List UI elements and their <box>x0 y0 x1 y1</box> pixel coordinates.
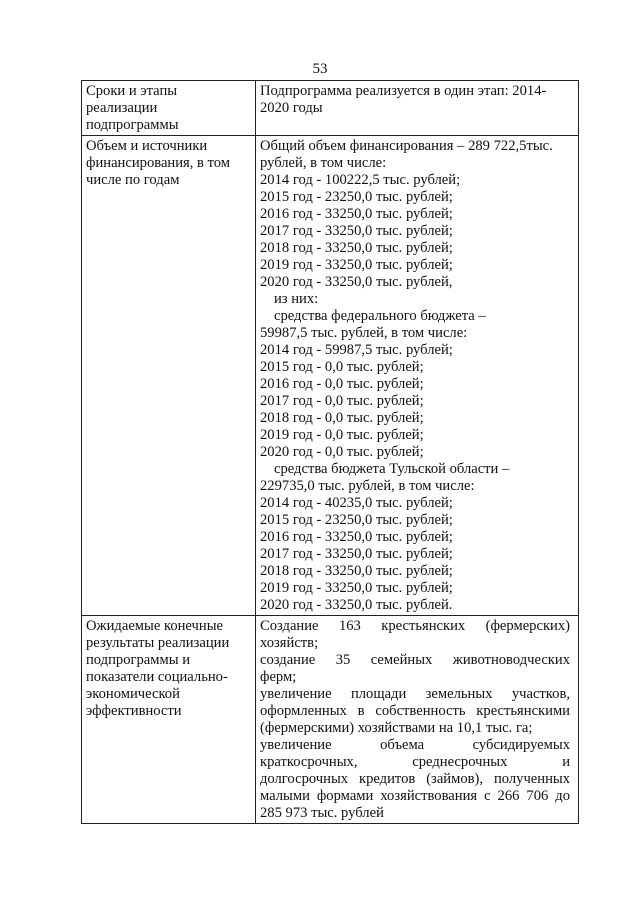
value-line: Создание 163 крестьянских (фермерских) <box>260 618 570 634</box>
value-line: 2014 год - 59987,5 тыс. рублей; <box>260 342 453 358</box>
value-line: оформленных в собственность крестьянскими <box>260 703 570 719</box>
value-line: малыми формами хозяйствования с 266 706 до <box>260 788 570 804</box>
value-line: рублей, в том числе: <box>260 155 387 171</box>
value-line: Подпрограмма реализуется в один этап: 2014- <box>260 83 547 99</box>
value-line: 2018 год - 33250,0 тыс. рублей; <box>260 240 453 256</box>
value-line: 2014 год - 40235,0 тыс. рублей; <box>260 495 453 511</box>
value-line: 2016 год - 33250,0 тыс. рублей; <box>260 206 453 222</box>
value-line: 2020 год - 0,0 тыс. рублей; <box>260 444 424 460</box>
table-row-results <box>82 616 579 824</box>
value-line: (фермерскими) хозяйствами на 10,1 тыс. га; <box>260 720 533 736</box>
value-line: 2019 год - 33250,0 тыс. рублей; <box>260 580 453 596</box>
value-line: средства бюджета Тульской области – <box>274 461 510 477</box>
value-line: 2019 год - 33250,0 тыс. рублей; <box>260 257 453 273</box>
row-value-financing <box>256 136 579 616</box>
value-line: 2019 год - 0,0 тыс. рублей; <box>260 427 424 443</box>
value-line: 2017 год - 33250,0 тыс. рублей; <box>260 223 453 239</box>
table-row-financing <box>82 136 579 616</box>
value-line: хозяйств; <box>260 635 319 651</box>
value-line: 2014 год - 100222,5 тыс. рублей; <box>260 172 461 188</box>
row-label-financing: Объем и источники финансирования, в том числе по годам <box>82 136 256 616</box>
value-line: 2015 год - 23250,0 тыс. рублей; <box>260 189 453 205</box>
value-line: 2017 год - 33250,0 тыс. рублей; <box>260 546 453 562</box>
row-label-results: Ожидаемые конечные результаты реализации подпрограммы и показатели социально-экономической эффективности <box>82 616 256 824</box>
value-line: средства федерального бюджета – <box>274 308 486 324</box>
row-value-timing <box>256 81 579 136</box>
value-line: 2016 год - 33250,0 тыс. рублей; <box>260 529 453 545</box>
table-row-timing <box>82 81 579 136</box>
value-line: увеличение площади земельных участков, <box>260 686 570 702</box>
value-line: 2018 год - 0,0 тыс. рублей; <box>260 410 424 426</box>
value-line: из них: <box>274 291 319 307</box>
value-line: 285 973 тыс. рублей <box>260 805 384 821</box>
value-line: 2015 год - 0,0 тыс. рублей; <box>260 359 424 375</box>
value-line: создание 35 семейных животноводческих <box>260 652 570 668</box>
value-line: 2017 год - 0,0 тыс. рублей; <box>260 393 424 409</box>
value-line: долгосрочных кредитов (займов), полученных <box>260 771 570 787</box>
value-line: 229735,0 тыс. рублей, в том числе: <box>260 478 475 494</box>
value-line: 2018 год - 33250,0 тыс. рублей; <box>260 563 453 579</box>
passport-table <box>81 80 579 824</box>
value-line: Общий объем финансирования – 289 722,5тыс. <box>260 138 553 154</box>
value-line: краткосрочных, среднесрочных и <box>260 754 570 770</box>
value-line: 2020 год - 33250,0 тыс. рублей, <box>260 274 453 290</box>
page-number: 53 <box>312 61 328 77</box>
value-line: 2020 год - 33250,0 тыс. рублей. <box>260 597 453 613</box>
value-line: 2016 год - 0,0 тыс. рублей; <box>260 376 424 392</box>
row-label-timing: Сроки и этапы реализации подпрограммы <box>82 81 256 136</box>
value-line: 2015 год - 23250,0 тыс. рублей; <box>260 512 453 528</box>
value-line: 59987,5 тыс. рублей, в том числе: <box>260 325 468 341</box>
value-line: 2020 годы <box>260 100 323 116</box>
row-value-results <box>256 616 579 824</box>
value-line: ферм; <box>260 669 297 685</box>
value-line: увеличение объема субсидируемых <box>260 737 570 753</box>
